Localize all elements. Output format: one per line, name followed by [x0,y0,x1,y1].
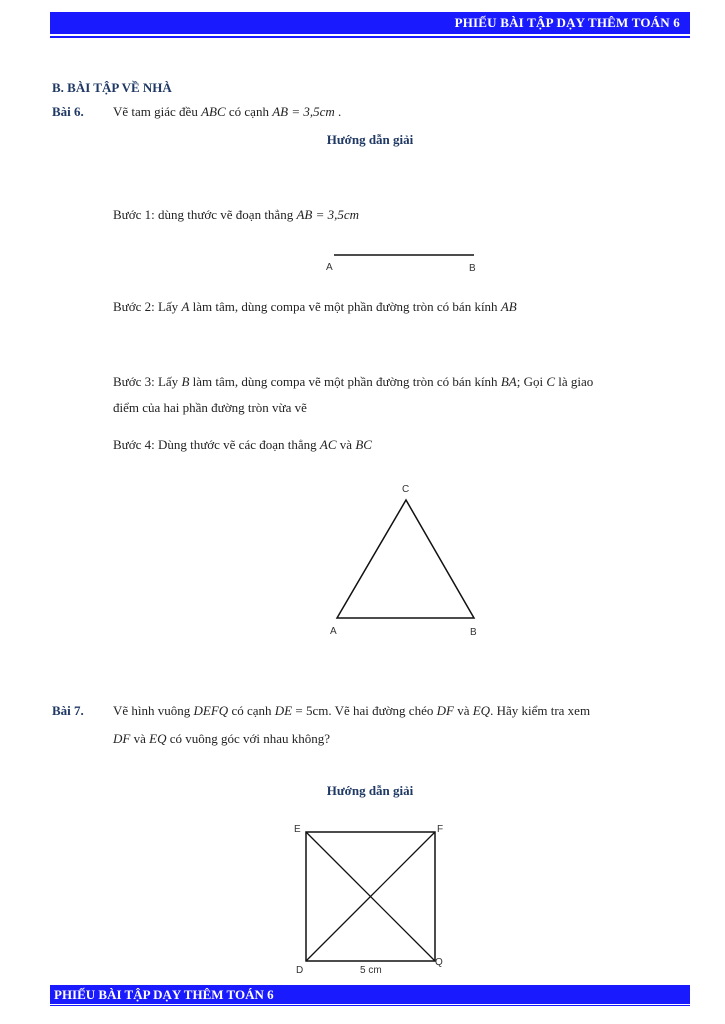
step4-text2: và [336,437,356,452]
square-label-q: Q [435,957,443,968]
triangle-figure [320,478,490,640]
bai7-line2-math-df: DF [113,731,131,746]
step4-math-ac: AC [319,437,337,452]
step2-text2: làm tâm, dùng compa vẽ một phần đường tròn có bán kính [189,299,501,314]
bai6-text-mid: có cạnh [225,104,273,119]
step2-math-a: A [181,299,190,314]
square-side-label: 5 cm [360,965,382,976]
bai6-label: Bài 6. [52,104,84,119]
square-label-f: F [437,824,444,835]
bai6-step4 [113,437,372,453]
step2-math-ab: AB [500,299,517,314]
bai7-text2: có cạnh [228,703,275,718]
page-header: PHIẾU BÀI TẬP DẠY THÊM TOÁN 6 [50,12,690,34]
bai7-math-5cm: = 5cm [292,703,329,718]
segment-ab-figure [320,248,490,278]
bai6-text-before: Vẽ tam giác đều [113,104,202,119]
bai7-question [113,703,590,719]
triangle-label-c: C [402,484,410,495]
segment-label-b: B [469,263,476,274]
step3-text2: làm tâm, dùng compa vẽ một phần đường tròn có bán kính [189,374,501,389]
step1-text: Bước 1: dùng thước vẽ đoạn thẳng [113,207,297,222]
bai6-question [113,104,341,120]
triangle-abc [337,500,474,618]
triangle-label-b: B [470,627,477,638]
bai6-text-end: . [334,104,342,119]
step1-math: AB = 3,5cm [296,207,360,222]
bai7-text5: . Hãy kiểm tra xem [490,703,591,718]
bai7-math-de: DE [274,703,293,718]
triangle-label-a: A [330,626,337,637]
bai6-step2 [113,299,517,315]
square-figure [290,820,455,980]
step2-text: Bước 2: Lấy [113,299,182,314]
bai7-math-df: DF [436,703,454,718]
bai7-guide-title: Hướng dẫn giải [326,783,414,798]
bai7-line2-text2: có vuông góc với nhau không? [166,731,331,746]
bai7-text1: Vẽ hình vuông [113,703,194,718]
bai7-line2-text1: và [130,731,150,746]
step3-text3: ; Gọi [516,374,547,389]
bai7-line2-math-eq: EQ [149,731,167,746]
bai7-question-line2 [113,731,330,747]
bai6-step1 [113,207,359,223]
step3-math-b: B [181,374,190,389]
square-label-d: D [296,965,304,976]
bai6-math-ab: AB = 3,5cm [272,104,335,119]
bai6-step3-line2: điểm của hai phần đường tròn vừa vẽ [113,400,307,415]
square-label-e: E [294,824,301,835]
step3-text4: là giao [555,374,594,389]
step3-math-c: C [546,374,555,389]
bai7-text4: và [453,703,473,718]
step4-text: Bước 4: Dùng thước vẽ các đoạn thẳng [113,437,320,452]
bai7-math-defq: DEFQ [193,703,229,718]
section-title: B. BÀI TẬP VỀ NHÀ [52,80,172,95]
footer-rule [50,1005,690,1006]
bai6-step3 [113,374,593,390]
header-rule [50,36,690,38]
step4-math-bc: BC [355,437,372,452]
bai6-guide-title: Hướng dẫn giải [326,132,414,147]
step3-text: Bước 3: Lấy [113,374,182,389]
bai7-label: Bài 7. [52,703,84,718]
segment-label-a: A [326,262,333,273]
bai7-math-eq: EQ [472,703,491,718]
bai7-text3: . Vẽ hai đường chéo [328,703,437,718]
bai6-math-abc: ABC [201,104,226,119]
step3-math-ba: BA [500,374,517,389]
page-footer: PHIẾU BÀI TẬP DẠY THÊM TOÁN 6 [50,985,690,1004]
